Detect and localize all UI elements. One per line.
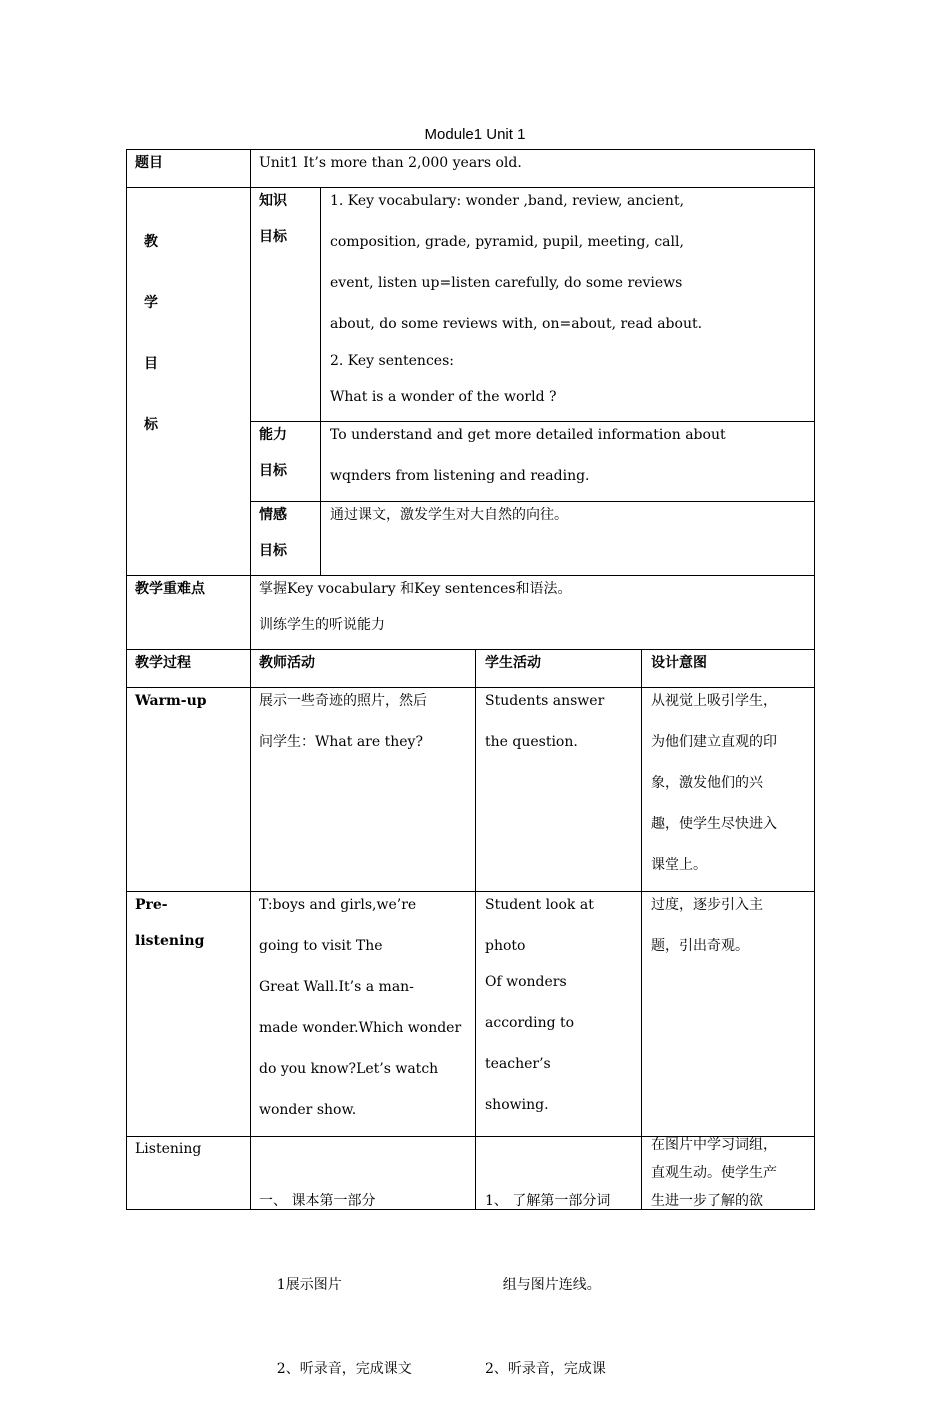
knowledge-content: 1. Key vocabulary: wonder ,band, review, ancient, composition, grade, pyramid, pupil, meeting, call, event, listen up=listen carefully, do some reviews about, do some reviews with, on=about, read about. (330, 193, 703, 332)
listening-teacher: 一、 课本第一部分 1展示图片 2、听录音，完成课文 (259, 1193, 412, 1377)
key-points-content: 掌握Key vocabulary 和Key sentences和语法。 训练学生的听说能力 (259, 581, 572, 633)
emotion-content: 通过课文，激发学生对大自然的向往。 (330, 507, 568, 523)
key-points-label: 教学重难点 (135, 581, 205, 597)
prelistening-student: Of wonders according to teacher’s showing. (485, 974, 575, 1113)
warmup-stage: Warm-up (135, 693, 207, 709)
prelistening-intent: 过度，逐步引入主 题，引出奇观。 (651, 897, 763, 954)
knowledge-content: 2. Key sentences: What is a wonder of the world ? (330, 353, 557, 405)
warmup-teacher: 展示一些奇迹的照片，然后 问学生：What are they? (259, 693, 427, 750)
objectives-label-char: 学 (144, 295, 158, 311)
emotion-label: 情感 目标 (259, 507, 287, 559)
topic-label: 题目 (135, 155, 163, 171)
topic-value: Unit1 It’s more than 2,000 years old. (259, 155, 522, 171)
knowledge-label: 知识 目标 (259, 193, 287, 245)
ability-label: 能力 目标 (259, 427, 287, 479)
header-intent: 设计意图 (651, 655, 707, 671)
objectives-label-char: 标 (144, 417, 158, 433)
warmup-intent: 从视觉上吸引学生， 为他们建立直观的印 象，激发他们的兴 趣，使学生尽快进入 课堂上。 (651, 693, 777, 873)
listening-student: 1、 了解第一部分词 组与图片连线。 2、听录音，完成课 (485, 1193, 611, 1377)
objectives-label-char: 目 (144, 356, 158, 372)
header-process: 教学过程 (135, 655, 191, 671)
prelistening-stage: Pre- listening (135, 897, 205, 949)
ability-content: To understand and get more detailed information about wqnders from listening and reading. (330, 427, 726, 484)
header-student: 学生活动 (485, 655, 541, 671)
listening-intent: 在图片中学习词组， 直观生动。使学生产 生进一步了解的欲 (651, 1137, 777, 1209)
objectives-label-char: 教 (144, 234, 158, 250)
listening-stage: Listening (135, 1141, 202, 1157)
document-title: Module1 Unit 1 (424, 126, 526, 143)
prelistening-teacher: T:boys and girls,we’re going to visit The Great Wall.It’s a man- made wonder.Which wonder do you know?Let’s watch wonder show. (259, 897, 462, 1118)
warmup-student: Students answer the question. (485, 693, 605, 750)
header-teacher: 教师活动 (259, 655, 315, 671)
prelistening-student: Student look at photo (485, 897, 594, 954)
